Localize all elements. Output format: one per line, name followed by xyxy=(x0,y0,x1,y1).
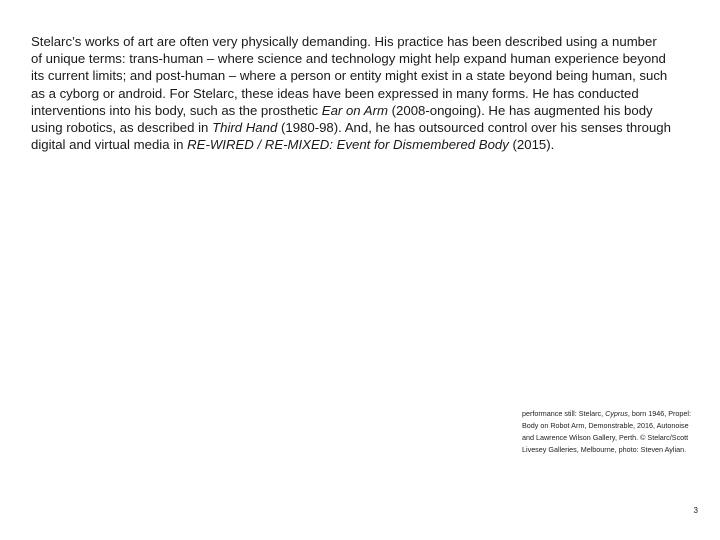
artwork-title-ear-on-arm: Ear on Arm xyxy=(321,102,388,118)
body-text-part-2: (2008-ongoing). He has augmented his body using robotics, as described in xyxy=(31,102,653,136)
image-caption xyxy=(522,408,702,456)
caption-part-1: performance still: Stelarc, xyxy=(522,409,606,418)
caption-country: Cyprus xyxy=(605,409,628,418)
body-text-part-3: (1980-98). And, he has outsourced control over his senses through digital and virtual media in xyxy=(31,120,671,153)
artwork-title-third-hand: Third Hand xyxy=(212,120,278,136)
body-paragraph xyxy=(31,33,671,153)
body-text-part-4: (2015). xyxy=(508,137,555,153)
caption-part-2: , born 1946, Propel: Body on Robot Arm, Demonstrable, 2016, Autonoise and Lawrence Wilson Gallery, Perth. © Stelarc/Scott Livesey Galleries, Melbourne, photo: Steven Aylian. xyxy=(522,409,692,454)
body-text-part-1: Stelarc’s works of art are often very physically demanding. His practice has been described using a number of unique terms: trans-human – where science and technology might help expand human experience beyond its current limits; and post-human – where a person or entity might exist in a state beyond being human, such as a cyborg or android. For Stelarc, these ideas have been expressed in many forms. He has conducted interventions into his body, such as the prosthetic xyxy=(31,34,668,118)
artwork-title-rewired-remixed: RE-WIRED / RE-MIXED: Event for Dismembered Body xyxy=(187,137,509,153)
page-number: 3 xyxy=(693,506,698,515)
